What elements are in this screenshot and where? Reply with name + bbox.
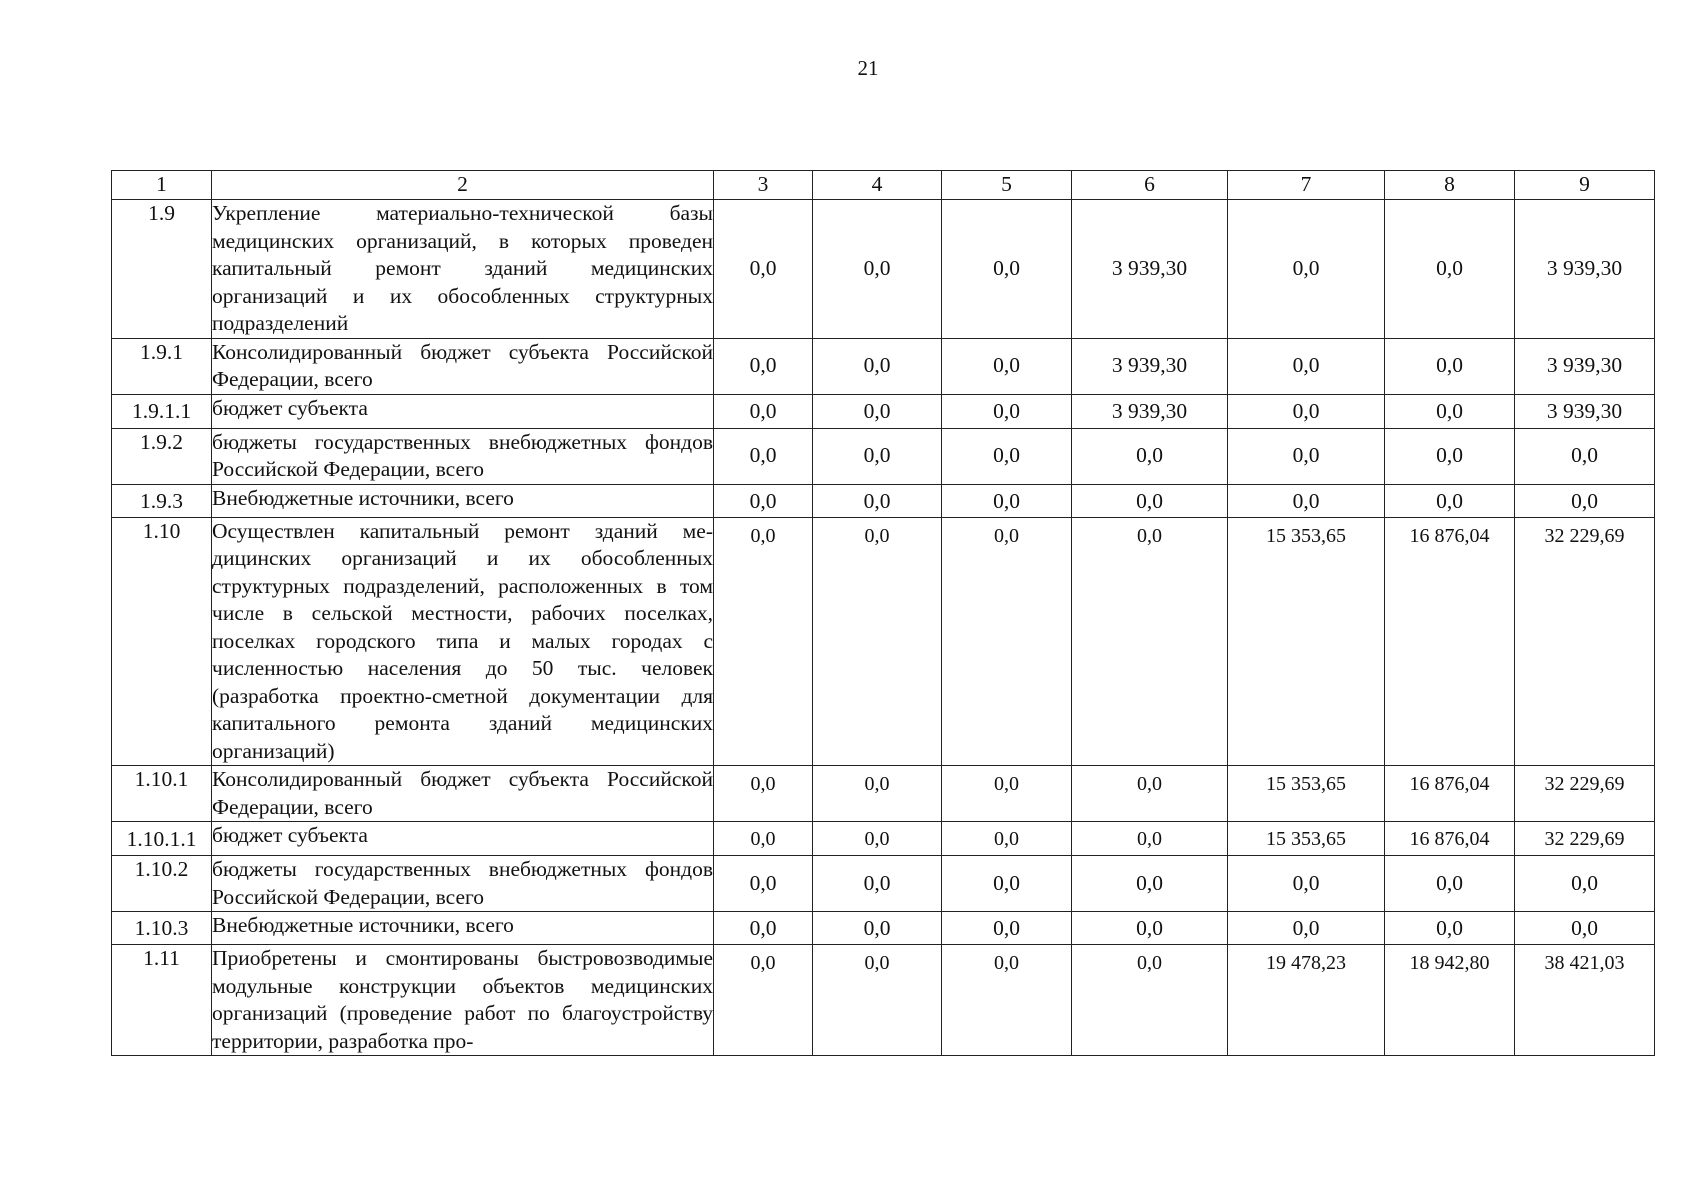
value-cell: 0,0 [813,766,942,822]
value-cell: 0,0 [714,912,813,945]
value-cell: 0,0 [1228,856,1385,912]
value-cell: 0,0 [714,428,813,484]
value-cell: 0,0 [942,912,1072,945]
table-row [112,912,1655,945]
value-cell: 0,0 [1385,856,1515,912]
value-cell: 0,0 [1228,200,1385,339]
row-description: Приобретены и смонтированы быстровозводимые модульные конструкции объектов медицинских организаций (проведение работ по благоустройству территории, разработка про- [212,945,714,1056]
value-cell: 3 939,30 [1515,338,1655,394]
value-cell: 0,0 [1515,428,1655,484]
value-cell: 0,0 [714,338,813,394]
row-number: 1.10.1.1 [112,822,212,856]
row-number: 1.11 [112,945,212,1056]
value-cell: 15 353,65 [1228,822,1385,856]
row-number: 1.9.1 [112,338,212,394]
row-number: 1.10.3 [112,912,212,945]
value-cell: 0,0 [813,856,942,912]
page-number: 21 [857,56,879,80]
value-cell: 0,0 [1072,484,1228,517]
value-cell: 0,0 [1385,484,1515,517]
value-cell: 0,0 [813,484,942,517]
value-cell: 0,0 [1072,428,1228,484]
value-cell: 0,0 [714,766,813,822]
row-description: бюджет субъекта [212,822,714,856]
header-cell: 3 [714,171,813,200]
value-cell: 0,0 [1228,428,1385,484]
value-cell: 3 939,30 [1515,200,1655,339]
value-cell: 0,0 [1385,200,1515,339]
value-cell: 0,0 [1515,912,1655,945]
value-cell: 0,0 [813,394,942,428]
value-cell: 0,0 [813,517,942,766]
value-cell: 16 876,04 [1385,822,1515,856]
value-cell: 0,0 [942,822,1072,856]
table-row [112,200,1655,339]
value-cell: 0,0 [1072,912,1228,945]
row-number: 1.10 [112,517,212,766]
header-cell: 7 [1228,171,1385,200]
value-cell: 16 876,04 [1385,517,1515,766]
value-cell: 0,0 [1072,822,1228,856]
value-cell: 0,0 [714,200,813,339]
header-row [112,171,1655,200]
value-cell: 0,0 [813,945,942,1056]
value-cell: 0,0 [942,856,1072,912]
value-cell: 0,0 [813,428,942,484]
value-cell: 0,0 [942,945,1072,1056]
row-description: бюджеты государственных внебюджетных фондов Российской Федерации, всего [212,856,714,912]
value-cell: 3 939,30 [1515,394,1655,428]
value-cell: 0,0 [813,822,942,856]
header-cell: 2 [212,171,714,200]
value-cell: 3 939,30 [1072,338,1228,394]
header-cell: 6 [1072,171,1228,200]
row-number: 1.9.2 [112,428,212,484]
row-description: Осуществлен капитальный ремонт зданий медицинских организаций и их обособленных структурных подразделений, расположенных в том числе в сельской местности, рабочих поселках, поселках городского типа и малых городах с численностью населения до 50 тыс. человек (разработка проектно-сметной документации для капитального ремонта зданий медицинских организаций) [212,517,714,766]
value-cell: 0,0 [1228,338,1385,394]
value-cell: 38 421,03 [1515,945,1655,1056]
table-row [112,394,1655,428]
value-cell: 0,0 [1385,428,1515,484]
table-row [112,428,1655,484]
header-cell: 8 [1385,171,1515,200]
table-row [112,338,1655,394]
value-cell: 0,0 [1072,766,1228,822]
value-cell: 0,0 [942,484,1072,517]
value-cell: 0,0 [1228,484,1385,517]
value-cell: 19 478,23 [1228,945,1385,1056]
table-row [112,517,1655,766]
value-cell: 0,0 [1385,394,1515,428]
row-number: 1.10.1 [112,766,212,822]
row-number: 1.9 [112,200,212,339]
value-cell: 0,0 [714,822,813,856]
table-row [112,822,1655,856]
value-cell: 0,0 [1072,517,1228,766]
value-cell: 0,0 [714,484,813,517]
value-cell: 3 939,30 [1072,394,1228,428]
value-cell: 0,0 [1072,856,1228,912]
value-cell: 0,0 [813,912,942,945]
row-number: 1.9.3 [112,484,212,517]
value-cell: 0,0 [714,945,813,1056]
value-cell: 0,0 [942,517,1072,766]
value-cell: 0,0 [813,200,942,339]
value-cell: 32 229,69 [1515,822,1655,856]
value-cell: 0,0 [714,856,813,912]
value-cell: 32 229,69 [1515,766,1655,822]
row-description: бюджеты государственных внебюджетных фондов Российской Федерации, всего [212,428,714,484]
header-cell: 1 [112,171,212,200]
value-cell: 0,0 [813,338,942,394]
row-number: 1.9.1.1 [112,394,212,428]
value-cell: 32 229,69 [1515,517,1655,766]
table-row [112,766,1655,822]
value-cell: 0,0 [942,394,1072,428]
value-cell: 0,0 [1072,945,1228,1056]
row-description: Внебюджетные источники, всего [212,484,714,517]
row-description: Внебюджетные источники, всего [212,912,714,945]
value-cell: 0,0 [1228,394,1385,428]
table-row [112,945,1655,1056]
header-cell: 5 [942,171,1072,200]
value-cell: 18 942,80 [1385,945,1515,1056]
value-cell: 15 353,65 [1228,517,1385,766]
row-description: Консолидированный бюджет субъекта Российской Федерации, всего [212,338,714,394]
header-cell: 4 [813,171,942,200]
table-row [112,856,1655,912]
value-cell: 0,0 [714,517,813,766]
value-cell: 0,0 [942,766,1072,822]
table-body [112,200,1655,1056]
value-cell: 0,0 [942,200,1072,339]
value-cell: 0,0 [1385,912,1515,945]
value-cell: 0,0 [942,338,1072,394]
value-cell: 0,0 [1228,912,1385,945]
header-cell: 9 [1515,171,1655,200]
value-cell: 0,0 [1515,484,1655,517]
value-cell: 16 876,04 [1385,766,1515,822]
value-cell: 0,0 [714,394,813,428]
value-cell: 15 353,65 [1228,766,1385,822]
value-cell: 3 939,30 [1072,200,1228,339]
row-description: Укрепление материально-технической базы медицинских организаций, в которых проведен капитальный ремонт зданий медицинских организаций и их обособленных структурных подразделений [212,200,714,339]
value-cell: 0,0 [942,428,1072,484]
table-row [112,484,1655,517]
row-description: бюджет субъекта [212,394,714,428]
row-description: Консолидированный бюджет субъекта Российской Федерации, всего [212,766,714,822]
value-cell: 0,0 [1385,338,1515,394]
row-number: 1.10.2 [112,856,212,912]
value-cell: 0,0 [1515,856,1655,912]
budget-table [111,170,1655,1056]
